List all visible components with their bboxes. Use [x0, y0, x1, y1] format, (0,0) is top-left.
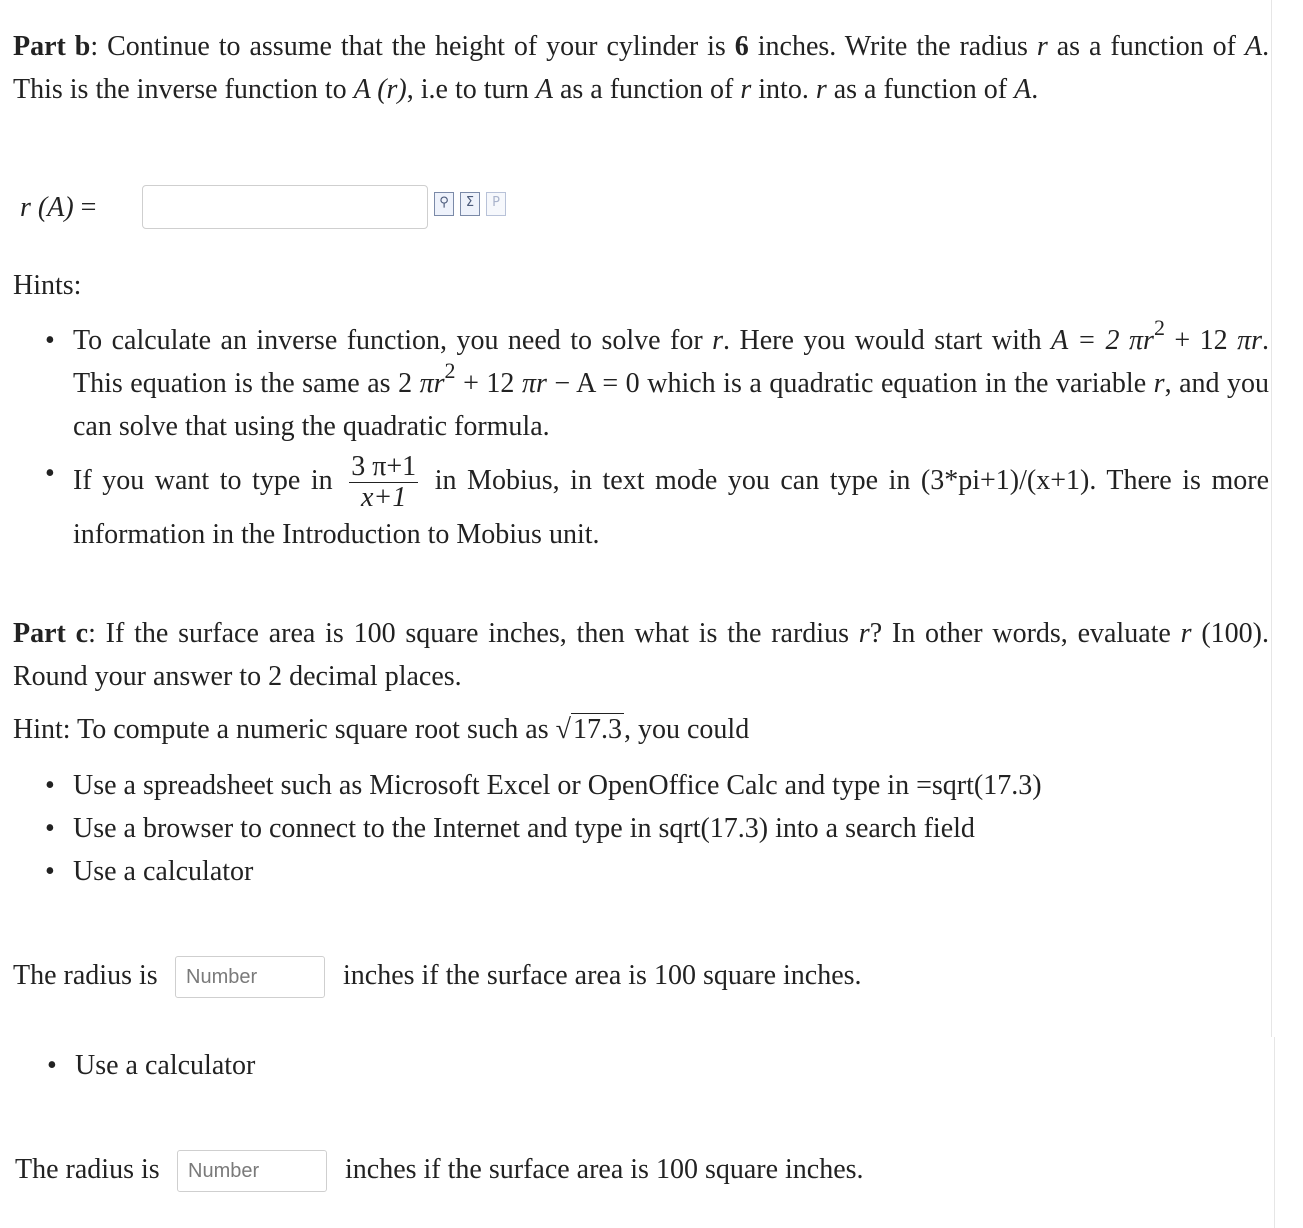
sqrt-options-list	[13, 764, 1269, 893]
right-border	[1271, 0, 1272, 1037]
preview-icon[interactable]: ⚲	[434, 192, 454, 216]
sqrt-hint: Hint: To compute a numeric square root such as √17.3, you could	[13, 708, 749, 751]
part-c-label: Part c	[13, 618, 89, 649]
option-browser: • Use a browser to connect to the Internet and type in sqrt(17.3) into a search field	[13, 807, 1269, 850]
hint-item-mobius: • If you want to type in $\frac{3 \pi+1}{x+1}$ in Mobius, in text mode you can type in (3*pi+1)/(x+1). There is more information in the Introduction to Mobius unit.	[13, 452, 1269, 556]
radius-prefix-2: The radius is	[15, 1154, 160, 1185]
equation-editor-icon[interactable]: Σ	[460, 192, 480, 216]
inverse-function-answer-field[interactable]	[142, 185, 428, 229]
radius-prefix-1: The radius is	[13, 960, 158, 991]
right-border-lower	[1274, 1037, 1275, 1228]
radius-suffix-2: inches if the surface area is 100 square inches.	[345, 1154, 864, 1185]
part-c-paragraph: Part c: If the surface area is 100 square inches, then what is the rardius r? In other words, evaluate r (100). Round your answer to 2 decimal places.	[13, 618, 1270, 692]
hint-item-inverse: • To calculate an inverse function, you need to solve for r. Here you would start with A = 2 $\pi r^2 + 12$ πr. This equation is the same as 2 $\pi r^2 + 12$ πr − A = 0 which is a quadratic equation in the variable r, and you can solve that using the quadratic formula.	[13, 319, 1269, 448]
hints-list	[13, 314, 1270, 556]
hints-heading: Hints:	[13, 270, 82, 301]
plain-text-icon[interactable]: P	[486, 192, 506, 216]
extra-bullet-list	[15, 1044, 1271, 1087]
radius-number-input-1[interactable]	[175, 956, 325, 998]
option-calculator: • Use a calculator	[13, 850, 1269, 893]
answer-label: r (A) =	[20, 192, 97, 223]
radius-suffix-1: inches if the surface area is 100 square inches.	[343, 960, 862, 991]
part-b-paragraph: Part b: Continue to assume that the height of your cylinder is 6 inches. Write the radius r as a function of A. This is the inverse function to A (r), i.e to turn A as a function of r into. r as a function of A.	[13, 31, 1270, 105]
option-spreadsheet: • Use a spreadsheet such as Microsoft Excel or OpenOffice Calc and type in =sqrt(17.3)	[13, 764, 1269, 807]
part-b-label: Part b	[13, 31, 91, 62]
extra-calculator-item: • Use a calculator	[15, 1044, 1271, 1087]
radius-number-input-2[interactable]	[177, 1150, 327, 1192]
answer-tools	[434, 192, 506, 216]
sqrt-expression: √17.3	[555, 714, 622, 745]
fraction: $\frac{3 \pi+1}{x+1}$	[351, 451, 417, 513]
